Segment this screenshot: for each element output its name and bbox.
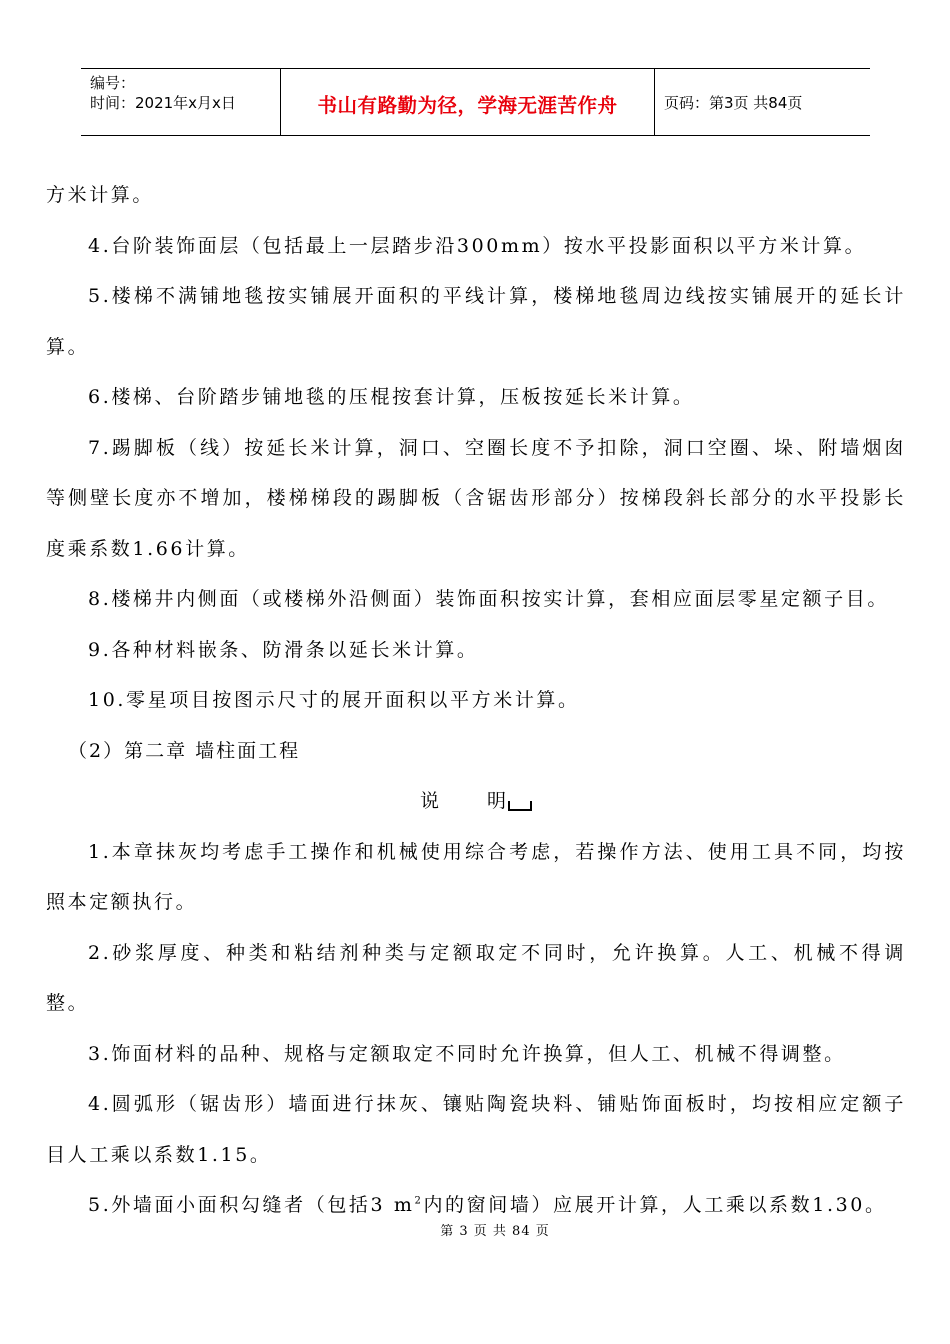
paragraph: 6.楼梯、台阶踏步铺地毯的压棍按套计算，压板按延长米计算。: [88, 386, 695, 408]
section-heading: [46, 776, 906, 827]
document-header: [81, 68, 870, 136]
paragraph: 4.圆弧形（锯齿形）墙面进行抹灰、镶贴陶瓷块料、铺贴饰面板时，均按相应定额子目人工乘以系数1.15。: [46, 1093, 906, 1166]
chapter-heading: （2）第二章 墙柱面工程: [68, 739, 301, 762]
paragraph: 10.零星项目按图示尺寸的展开面积以平方米计算。: [88, 689, 580, 711]
paragraph: 方米计算。: [46, 184, 155, 206]
header-motto-cell: [281, 69, 655, 135]
section-heading-left: 说: [419, 790, 439, 812]
date-label: 时间：2021年x月x日: [90, 94, 236, 112]
paragraph: 2.砂浆厚度、种类和粘结剂种类与定额取定不同时，允许换算。人工、机械不得调整。: [46, 941, 906, 1014]
paragraph: 9.各种材料嵌条、防滑条以延长米计算。: [88, 638, 479, 661]
number-label: 编号：: [90, 74, 136, 92]
paragraph-text: 内的窗间墙）应展开计算，人工乘以系数1.30。: [423, 1194, 887, 1216]
heading-mark: [508, 801, 532, 811]
paragraph: 5.楼梯不满铺地毯按实铺展开面积的平线计算，楼梯地毯周边线按实铺展开的延长计算。: [46, 285, 906, 358]
superscript: 2: [414, 1195, 424, 1207]
section-heading-right: 明: [487, 790, 507, 812]
page-footer: 第 3 页 共 84 页: [440, 1224, 550, 1239]
document-body: [46, 170, 906, 1231]
paragraph: 4.台阶装饰面层（包括最上一层踏步沿300mm）按水平投影面积以平方米计算。: [88, 234, 867, 257]
paragraph: 1.本章抹灰均考虑手工操作和机械使用综合考虑，若操作方法、使用工具不同，均按照本定额执行。: [46, 840, 906, 913]
motto: 书山有路勤为径，学海无涯苦作舟: [317, 94, 618, 117]
paragraph: 8.楼梯井内侧面（或楼梯外沿侧面）装饰面积按实计算，套相应面层零星定额子目。: [88, 588, 889, 610]
header-page-cell: [655, 69, 870, 135]
page-label: 页码：第3页 共84页: [664, 93, 803, 112]
paragraph: 3.饰面材料的品种、规格与定额取定不同时允许换算，但人工、机械不得调整。: [88, 1042, 846, 1065]
paragraph-text: 5.外墙面小面积勾缝者（包括3 m: [88, 1194, 415, 1216]
paragraph: 7.踢脚板（线）按延长米计算，洞口、空圈长度不予扣除，洞口空圈、垛、附墙烟囱等侧壁长度亦不增加，楼梯梯段的踢脚板（含锯齿形部分）按梯段斜长部分的水平投影长度乘系数1.66计算。: [46, 436, 906, 560]
header-meta-cell: [81, 69, 281, 135]
